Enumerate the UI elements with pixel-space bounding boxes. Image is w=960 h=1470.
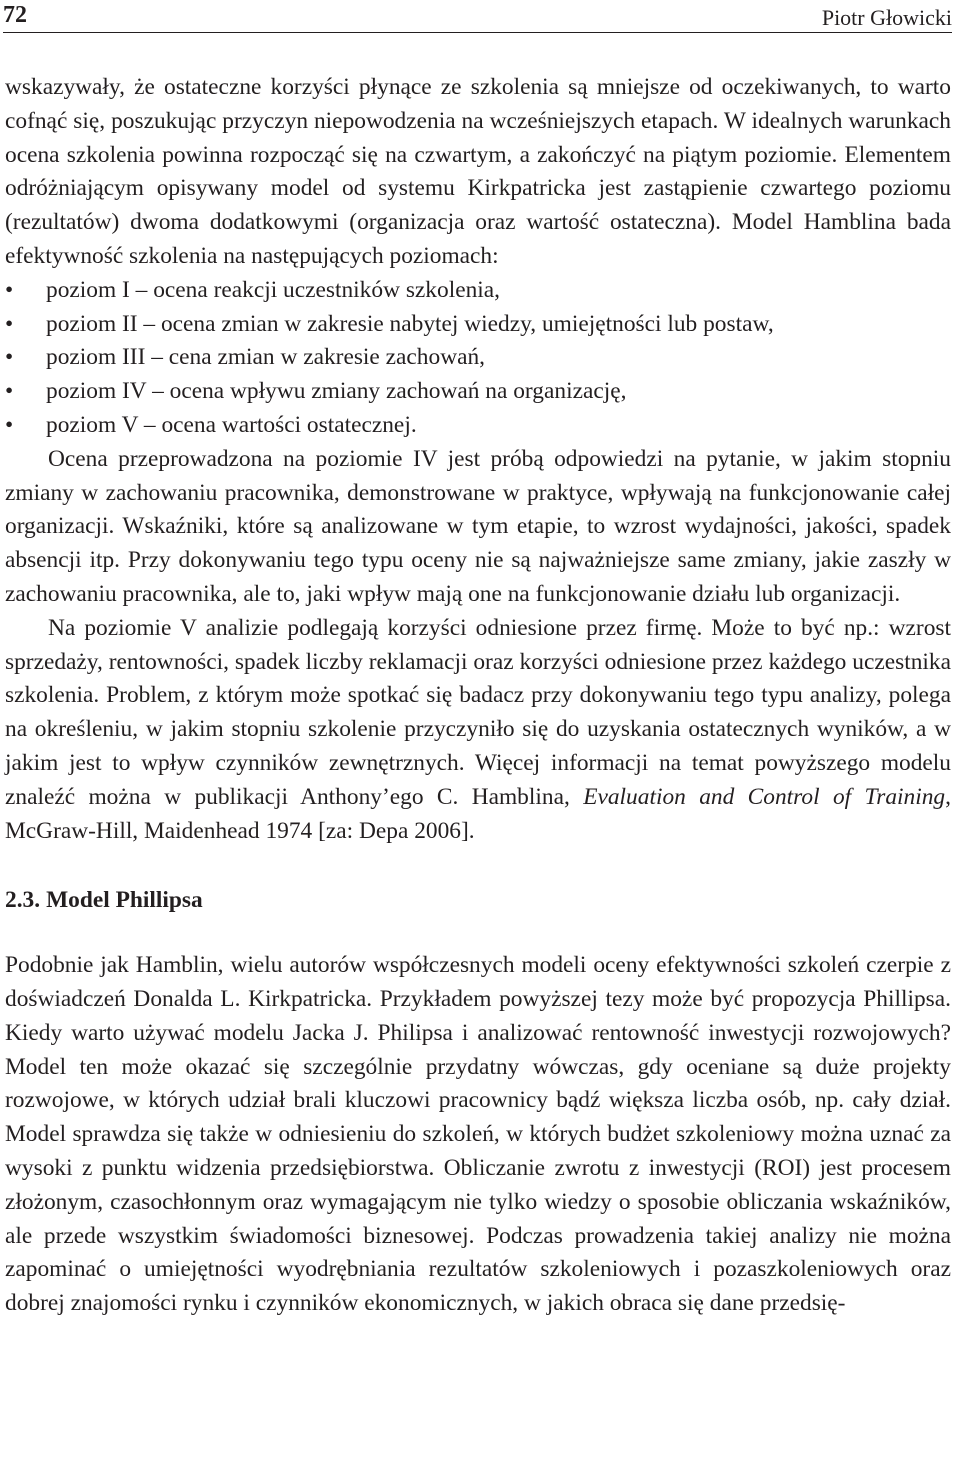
paragraph-level-v (5, 612, 951, 849)
list-item-text: poziom I – ocena reakcji uczestników szkolenia, (46, 276, 500, 303)
citation-tail: , McGraw-Hill, Maidenhead 1974 [za: Depa 2006]. (5, 783, 951, 844)
list-item (5, 274, 951, 308)
bullet-icon: • (5, 411, 14, 438)
paragraph-level-v-text: Na poziomie V analizie podlegają korzyści odniesione przez firmę. Może to być np.: wzrost sprzedaży, rentowności, spadek liczby reklamacji oraz korzyści odniesione przez każdego uczestnika szkolenia. Problem, z którym może spotkać się badacz przy dokonywaniu tego typu analizy, polega na określeniu, w jakim stopniu szkolenie przyczyniło się do uzyskania ostatecznych wyników, a w jakim jest to wpływ czynników zewnętrznych. Więcej informacji na temat powyższego modelu znaleźć można w publikacji Anthony’ego C. Hamblina, (5, 614, 951, 810)
bullet-icon: • (5, 276, 14, 303)
list-item-text: poziom III – cena zmian w zakresie zachowań, (46, 344, 486, 371)
running-head-author: Piotr Głowicki (821, 5, 952, 30)
list-item (5, 308, 951, 342)
bullet-icon: • (5, 310, 14, 337)
list-item-text: poziom II – ocena zmian w zakresie nabytej wiedzy, umiejętności lub postaw, (46, 310, 774, 337)
paragraph-level-iv: Ocena przeprowadzona na poziomie IV jest próbą odpowiedzi na pytanie, w jakim stopniu zmiany w zachowaniu pracownika, demonstrowane w praktyce, wpływają na funkcjonowanie całej organizacji. Wskaźniki, które są analizowane w tym etapie, to wzrost wydajności, jakości, spadek absencji itp. Przy dokonywaniu tego typu oceny nie są najważniejsze same zmiany, jakie zaszły w zachowaniu pracownika, ale to, jaki wpływ mają one na funkcjonowanie działu lub organizacji. (5, 445, 951, 607)
list-item (5, 375, 951, 409)
book-title: Evaluation and Control of Training (583, 783, 946, 810)
paragraph-phillips: Podobnie jak Hamblin, wielu autorów współczesnych modeli oceny efektywności szkoleń czerpie z doświadczeń Donalda L. Kirkpatricka. Przykładem powyższej tezy może być propozycja Phillipsa. Kiedy warto używać modelu Jacka J. Philipsa i analizować rentowność inwestycji rozwojowych? Model ten może okazać się szczególnie przydatny wówczas, gdy oceniane są duże projekty rozwojowe, w których udział brali kluczowi pracownicy bądź większa liczba osób, np. cały dział. Model sprawdza się także w odniesieniu do szkoleń, w których budżet szkoleniowy można uznać za wysoki z punktu widzenia przedsiębiorstwa. Obliczanie zwrotu z inwestycji (ROI) jest procesem złożonym, czasochłonnym oraz wymagającym nie tylko wiedzy o sposobie obliczania wskaźników, ale przede wszystkim świadomości biznesowej. Podczas prowadzenia takiej analizy nie można zapominać o umiejętności wyodrębniania rezultatów szkoleniowych i pozaszkoleniowych oraz dobrej znajomości rynku i czynników ekonomicznych, w jakich obraca się dane przedsię- (5, 952, 951, 1317)
page-header (3, 2, 952, 33)
hamblin-levels-list (5, 274, 951, 443)
section-title: Model Phillipsa (46, 887, 203, 914)
list-item-text: poziom V – ocena wartości ostatecznej. (46, 411, 417, 438)
page-body (5, 71, 951, 1321)
page-number: 72 (3, 2, 27, 28)
bullet-icon: • (5, 344, 14, 371)
list-item-text: poziom IV – ocena wpływu zmiany zachowań na organizację, (46, 378, 627, 405)
section-heading (5, 884, 951, 918)
list-item (5, 341, 951, 375)
list-item (5, 409, 951, 443)
paragraph-hamblin-intro: wskazywały, że ostateczne korzyści płynące ze szkolenia są mniejsze od oczekiwanych, to warto cofnąć się, poszukując przyczyn niepowodzenia na wcześniejszych etapach. W idealnych warunkach ocena szkolenia powinna rozpocząć się na czwartym, a zakończyć na piątym poziomie. Elementem odróżniającym opisywany model od systemu Kirkpatricka jest zastąpienie czwartego poziomu (rezultatów) dwoma dodatkowymi (organizacja oraz wartość ostateczna). Model Hamblina bada efektywność szkolenia na następujących poziomach: (5, 74, 951, 269)
section-number: 2.3. (5, 887, 41, 914)
bullet-icon: • (5, 378, 14, 405)
